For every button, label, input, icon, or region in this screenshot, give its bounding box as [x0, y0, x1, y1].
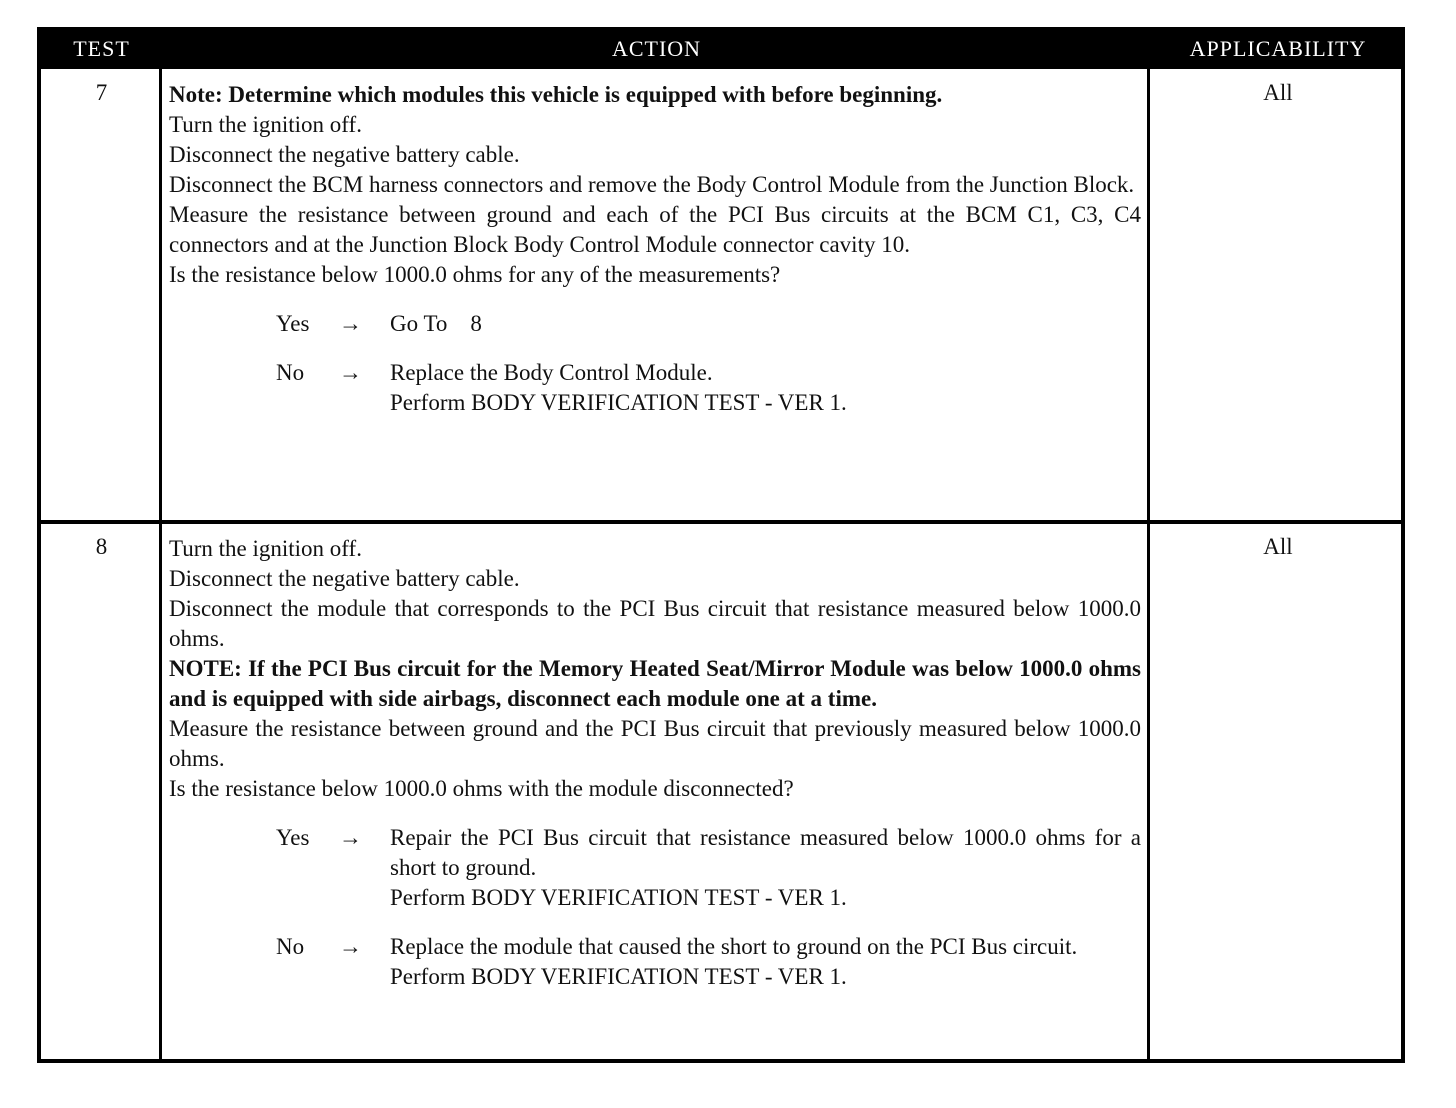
action-question: Is the resistance below 1000.0 ohms with the module disconnected? — [169, 776, 794, 801]
action-step: Note: Determine which modules this vehicle is equipped with before beginning. — [169, 82, 943, 107]
action-step: Disconnect the negative battery cable. — [169, 142, 520, 167]
action-step: Turn the ignition off. — [169, 112, 362, 137]
branch-label: No — [276, 360, 305, 385]
action-step: Disconnect the module that corresponds to the PCI Bus circuit that resistance measured below 1000.0 ohms. — [169, 596, 1141, 651]
action-note: NOTE: If the PCI Bus circuit for the Memory Heated Seat/Mirror Module was below 1000.0 ohms and is equipped with side airbags, disconnect each module one at a time. — [169, 656, 1141, 711]
action-question: Is the resistance below 1000.0 ohms for any of the measurements? — [169, 262, 781, 287]
branch-label: Yes — [276, 825, 310, 850]
branch-line: Repair the PCI Bus circuit that resistance measured below 1000.0 ohms for a short to ground. — [390, 825, 1141, 880]
branch-no — [169, 358, 1141, 418]
branch-result — [390, 309, 1141, 339]
applicability-value: All — [1263, 534, 1293, 559]
header-test: TEST — [73, 36, 130, 61]
table-header — [41, 31, 1401, 69]
branch-line: Perform BODY VERIFICATION TEST - VER 1. — [390, 964, 847, 989]
action-cell — [169, 80, 1141, 418]
branch-result — [390, 823, 1141, 913]
arrow-right-icon: → — [339, 934, 362, 959]
action-step: Measure the resistance between ground and each of the PCI Bus circuits at the BCM C1, C3, C4 connectors and at the Junction Block Body Control Module connector cavity 10. — [169, 202, 1141, 257]
test-number: 7 — [95, 80, 108, 105]
table-row-test-7 — [41, 69, 1401, 520]
branch-no — [169, 932, 1141, 992]
diagnostic-test-table — [37, 27, 1405, 1063]
action-step: Measure the resistance between ground and the PCI Bus circuit that previously measured below 1000.0 ohms. — [169, 716, 1141, 771]
branch-yes — [169, 823, 1141, 913]
branch-line: Go To 8 — [390, 311, 482, 336]
applicability-value: All — [1263, 80, 1293, 105]
branch-label: Yes — [276, 311, 310, 336]
table-row-test-8 — [41, 524, 1401, 1063]
header-applicability: APPLICABILITY — [1189, 36, 1367, 61]
action-step: Disconnect the BCM harness connectors and remove the Body Control Module from the Junction Block. — [169, 172, 1135, 197]
test-number: 8 — [95, 534, 108, 559]
branch-line: Perform BODY VERIFICATION TEST - VER 1. — [390, 885, 847, 910]
branch-yes — [169, 309, 1141, 339]
arrow-right-icon: → — [339, 825, 362, 850]
branch-line: Replace the Body Control Module. — [390, 360, 713, 385]
header-action: ACTION — [611, 36, 702, 61]
branch-result — [390, 932, 1141, 992]
branch-line: Perform BODY VERIFICATION TEST - VER 1. — [390, 390, 847, 415]
arrow-right-icon: → — [339, 311, 362, 336]
action-cell — [169, 534, 1141, 992]
branch-line: Replace the module that caused the short to ground on the PCI Bus circuit. — [390, 934, 1078, 959]
branch-label: No — [276, 934, 305, 959]
branch-result — [390, 358, 1141, 418]
action-step: Turn the ignition off. — [169, 536, 362, 561]
action-step: Disconnect the negative battery cable. — [169, 566, 520, 591]
arrow-right-icon: → — [339, 360, 362, 385]
